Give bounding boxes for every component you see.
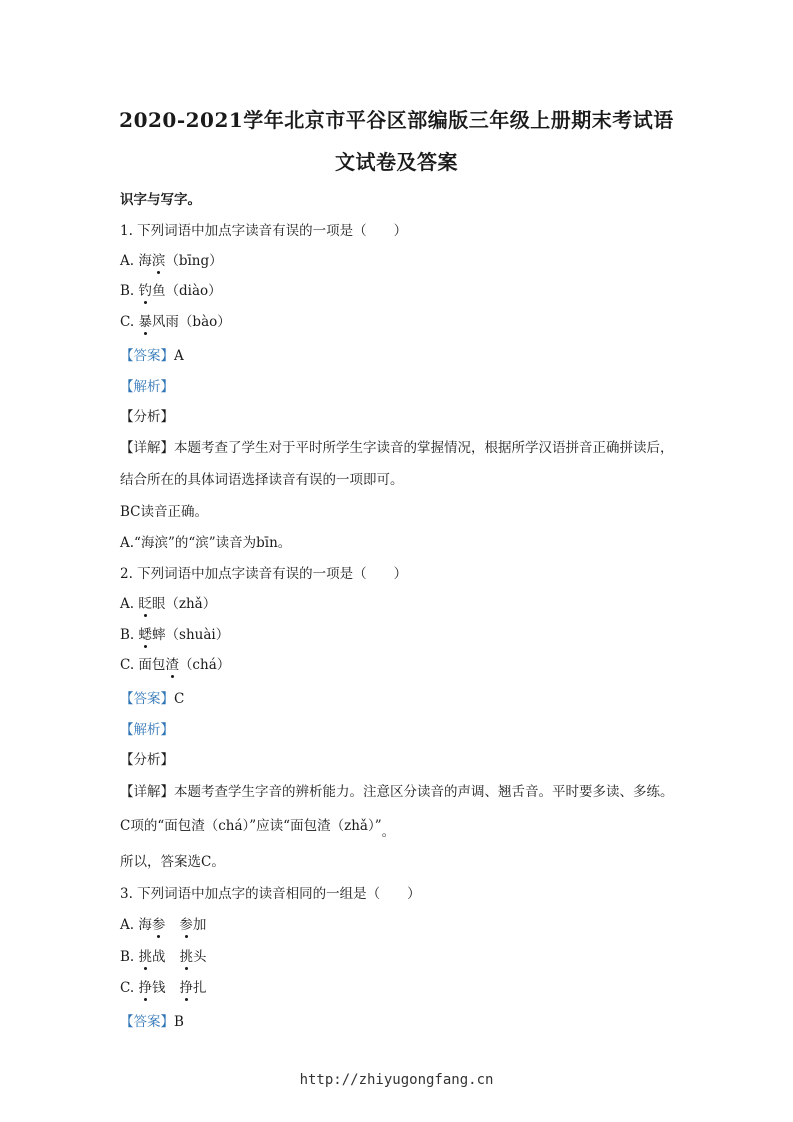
page-title-line-1: 2020-2021学年北京市平谷区部编版三年级上册期末考试语	[119, 108, 674, 132]
q3-option-b: B. 挑战 挑头	[120, 945, 207, 965]
q2-note-2: 所以，答案选C。	[120, 854, 225, 870]
q2-answer: 【答案】C	[120, 691, 185, 707]
q2-note-1: C项的“面包渣（chá）”应读“面包渣（zhǎ）”。	[120, 818, 396, 840]
q1-stem: 1. 下列词语中加点字读音有误的一项是（ ）	[120, 223, 408, 239]
q1-note-1: BC读音正确。	[120, 504, 209, 520]
q3-option-a: A. 海参 参加	[120, 913, 206, 933]
dotted-char: 挑	[139, 945, 153, 965]
q1-answer: 【答案】A	[120, 348, 184, 364]
q2-option-b: B. 蟋蟀（shuài）	[120, 623, 229, 643]
q1-option-a: A. 海滨（bīng）	[120, 249, 223, 269]
dotted-char: 挑	[180, 945, 194, 965]
q3-option-c: C. 挣钱 挣扎	[120, 976, 206, 996]
dotted-char: 参	[179, 913, 193, 933]
q3-stem: 3. 下列词语中加点字的读音相同的一组是（ ）	[120, 886, 421, 902]
q1-detail-line-1: 【详解】本题考查了学生对于平时所学生字读音的掌握情况，根据所学汉语拼音正确拼读后，	[120, 440, 674, 456]
q2-analysis-tag: 【解析】	[120, 722, 174, 738]
q1-analysis-tag: 【解析】	[120, 379, 174, 395]
q2-option-a: A. 眨眼（zhǎ）	[120, 592, 216, 612]
dotted-char: 蟋	[139, 623, 153, 643]
answer-tag: 【答案】	[120, 691, 174, 707]
dotted-char: 滨	[152, 249, 166, 269]
footer-url: http://zhiyugongfang.cn	[299, 1072, 494, 1088]
dotted-char: 挣	[179, 976, 193, 996]
q1-option-c: C. 暴风雨（bào）	[120, 310, 231, 330]
q3-answer: 【答案】B	[120, 1014, 184, 1030]
dotted-char: 挣	[138, 976, 152, 996]
dotted-char: 暴	[138, 310, 152, 330]
dotted-char: 参	[152, 913, 166, 933]
q2-detail-line-1: 【详解】本题考查学生字音的辨析能力。注意区分读音的声调、翘舌音。平时要多读、多练。	[120, 784, 674, 800]
answer-tag: 【答案】	[120, 348, 174, 364]
q1-detail-line-2: 结合所在的具体词语选择读音有误的一项即可。	[120, 472, 404, 488]
q2-option-c: C. 面包渣（chá）	[120, 653, 230, 673]
q2-stem: 2. 下列词语中加点字读音有误的一项是（ ）	[120, 566, 408, 582]
q1-fenxi-tag: 【分析】	[120, 409, 174, 425]
section-heading: 识字与写字。	[120, 192, 201, 208]
page-title-line-2: 文试卷及答案	[335, 150, 458, 174]
dotted-char: 钓	[139, 279, 153, 299]
q1-option-b: B. 钓鱼（diào）	[120, 279, 222, 299]
answer-tag: 【答案】	[120, 1014, 174, 1030]
dotted-char: 眨	[138, 592, 152, 612]
q1-note-2: A.“海滨”的“滨”读音为bīn。	[120, 535, 292, 551]
dotted-char: 渣	[165, 653, 179, 673]
q2-fenxi-tag: 【分析】	[120, 752, 174, 768]
